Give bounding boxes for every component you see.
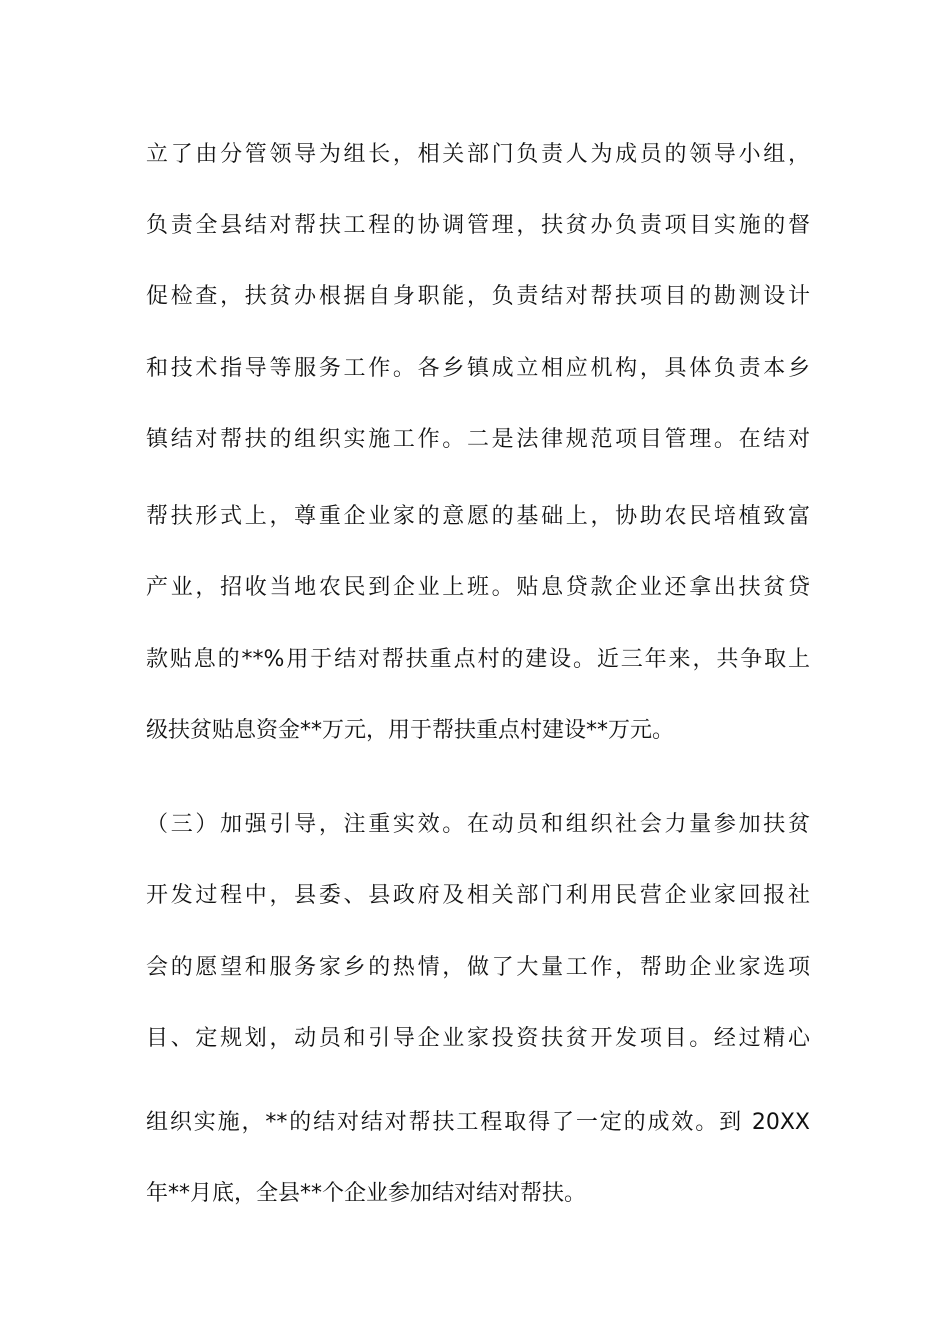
paragraph-line: 年**月底，全县**个企业参加结对结对帮扶。 [146, 1181, 587, 1206]
paragraph-line: 开发过程中，县委、县政府及相关部门利用民营企业家回报社 [146, 883, 810, 908]
paragraph-line: 级扶贫贴息资金**万元，用于帮扶重点村建设**万元。 [146, 718, 675, 743]
paragraph-line: 负责全县结对帮扶工程的协调管理，扶贫办负责项目实施的督 [146, 213, 810, 238]
paragraph-line: 目、定规划，动员和引导企业家投资扶贫开发项目。经过精心 [146, 1026, 810, 1051]
paragraph-line: 和技术指导等服务工作。各乡镇成立相应机构，具体负责本乡 [146, 356, 810, 381]
paragraph-line: 组织实施，**的结对结对帮扶工程取得了一定的成效。到 20XX [146, 1110, 810, 1135]
paragraph-line: 产业，招收当地农民到企业上班。贴息贷款企业还拿出扶贫贷 [146, 575, 810, 600]
paragraph-line: 镇结对帮扶的组织实施工作。二是法律规范项目管理。在结对 [146, 427, 810, 452]
paragraph-line: （三）加强引导，注重实效。在动员和组织社会力量参加扶贫 [146, 812, 810, 837]
paragraph-line: 立了由分管领导为组长，相关部门负责人为成员的领导小组， [146, 142, 810, 167]
paragraph-line: 促检查，扶贫办根据自身职能，负责结对帮扶项目的勘测设计 [146, 284, 810, 309]
paragraph-line: 会的愿望和服务家乡的热情，做了大量工作，帮助企业家选项 [146, 955, 810, 980]
paragraph-line: 款贴息的**%用于结对帮扶重点村的建设。近三年来，共争取上 [146, 647, 811, 672]
paragraph-line: 帮扶形式上，尊重企业家的意愿的基础上，协助农民培植致富 [146, 504, 810, 529]
